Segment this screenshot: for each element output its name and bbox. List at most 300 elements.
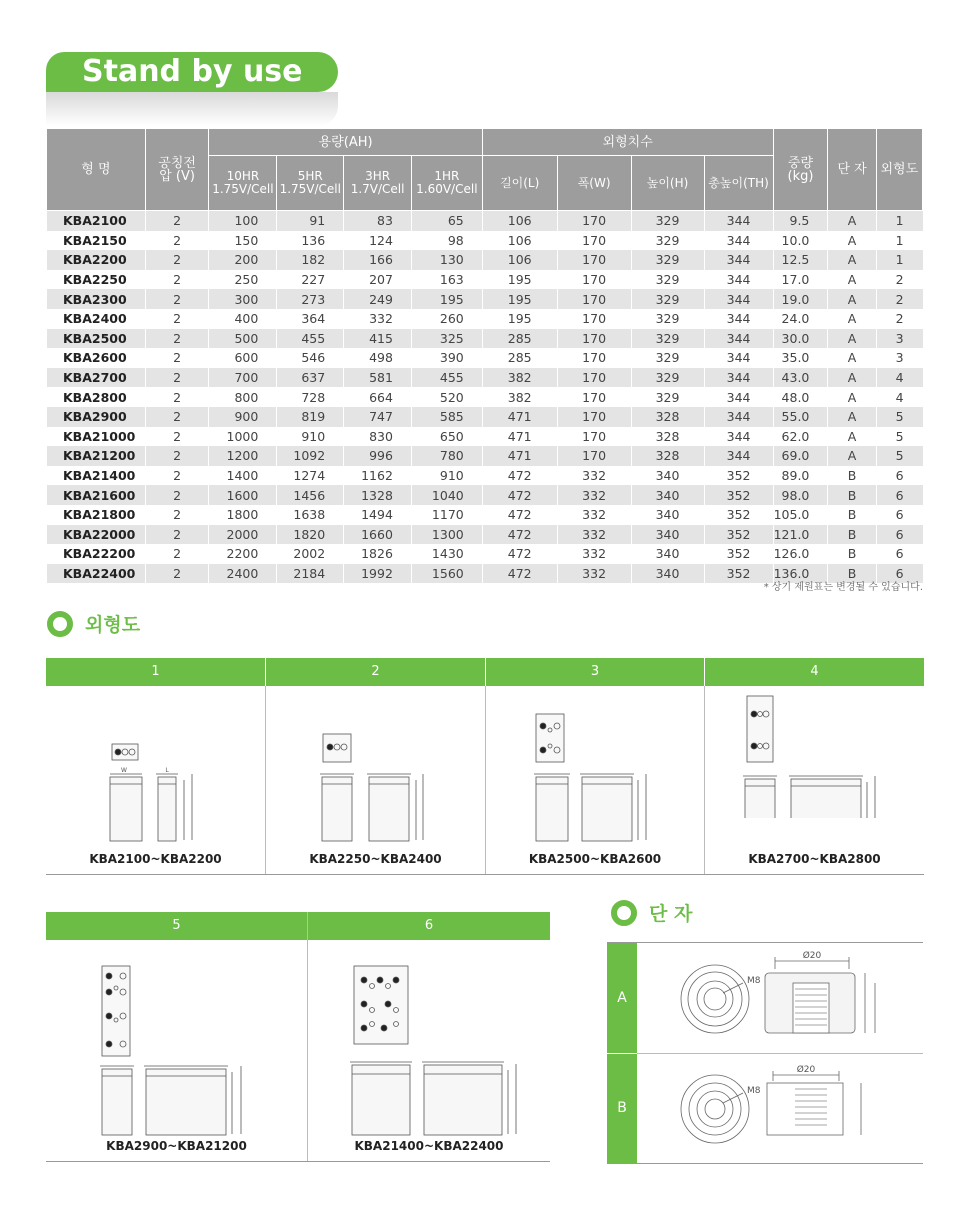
table-cell: B <box>828 466 876 486</box>
table-cell: 329 <box>631 231 704 251</box>
terminal-section-header <box>611 899 692 926</box>
page-title-banner <box>46 52 340 124</box>
table-cell: B <box>828 564 876 584</box>
table-cell: 329 <box>631 348 704 368</box>
terminal-drawing-a <box>643 947 923 1052</box>
table-cell: 340 <box>631 544 704 564</box>
table-row <box>47 505 923 525</box>
outline-caption: KBA2500~KBA2600 <box>528 852 662 866</box>
table-cell: 2400 <box>209 564 277 584</box>
table-cell: 1660 <box>344 525 412 545</box>
table-cell: 9.5 <box>773 211 828 231</box>
outline-caption: KBA2100~KBA2200 <box>89 852 222 866</box>
terminal-table <box>607 942 923 1164</box>
header-voltage: 공칭전압 (V) <box>145 129 209 211</box>
model-cell: KBA21600 <box>47 485 146 505</box>
table-cell: 344 <box>704 368 773 388</box>
table-cell: 471 <box>482 427 557 447</box>
table-cell: A <box>828 368 876 388</box>
table-cell: 2 <box>145 427 209 447</box>
table-cell: 344 <box>704 329 773 349</box>
outline-panel-6 <box>308 912 550 1161</box>
table-cell: A <box>828 407 876 427</box>
table-cell: 471 <box>482 446 557 466</box>
table-cell: 329 <box>631 368 704 388</box>
table-cell: 285 <box>482 348 557 368</box>
outline-drawing-4 <box>705 658 924 818</box>
table-cell: 69.0 <box>773 446 828 466</box>
table-cell: 390 <box>411 348 482 368</box>
table-cell: 300 <box>209 289 277 309</box>
table-cell: B <box>828 544 876 564</box>
table-cell: 600 <box>209 348 277 368</box>
table-cell: 182 <box>277 250 344 270</box>
table-cell: 170 <box>557 270 631 290</box>
table-cell: A <box>828 329 876 349</box>
table-row <box>47 525 923 545</box>
table-cell: 12.5 <box>773 250 828 270</box>
outline-panel-3 <box>486 658 704 874</box>
table-cell: 585 <box>411 407 482 427</box>
model-cell: KBA2200 <box>47 250 146 270</box>
model-cell: KBA2900 <box>47 407 146 427</box>
outline-panel-number: 6 <box>308 912 550 940</box>
table-cell: 2 <box>145 564 209 584</box>
divider <box>637 1053 923 1054</box>
table-cell: 195 <box>411 289 482 309</box>
table-cell: 1162 <box>344 466 412 486</box>
table-cell: 352 <box>704 564 773 584</box>
terminal-drawing-b <box>643 1057 923 1162</box>
table-cell: 332 <box>557 525 631 545</box>
table-row <box>47 329 923 349</box>
table-cell: 332 <box>557 485 631 505</box>
table-cell: 35.0 <box>773 348 828 368</box>
outline-panel-number: 3 <box>486 658 704 686</box>
outline-caption: KBA2250~KBA2400 <box>309 852 442 866</box>
outline-drawing-1 <box>46 690 265 850</box>
table-cell: 352 <box>704 525 773 545</box>
table-cell: 2 <box>145 211 209 231</box>
table-cell: 1274 <box>277 466 344 486</box>
table-cell: 1800 <box>209 505 277 525</box>
table-cell: 43.0 <box>773 368 828 388</box>
table-cell: 472 <box>482 525 557 545</box>
table-cell: 340 <box>631 485 704 505</box>
table-cell: 2 <box>145 348 209 368</box>
ring-icon <box>47 611 73 637</box>
table-cell: 1200 <box>209 446 277 466</box>
spec-table-body <box>47 211 923 584</box>
outline-panel-number: 1 <box>46 658 265 686</box>
table-cell: 195 <box>482 289 557 309</box>
table-cell: 19.0 <box>773 289 828 309</box>
table-cell: 332 <box>557 466 631 486</box>
outline-drawing-3 <box>486 690 704 850</box>
table-cell: 1400 <box>209 466 277 486</box>
table-row <box>47 270 923 290</box>
table-row <box>47 250 923 270</box>
table-cell: 400 <box>209 309 277 329</box>
table-cell: 455 <box>411 368 482 388</box>
outline-section-header <box>47 610 140 637</box>
outline-panel-number: 2 <box>266 658 485 686</box>
table-cell: 382 <box>482 368 557 388</box>
table-cell: 2 <box>145 289 209 309</box>
table-cell: 3 <box>876 348 922 368</box>
table-cell: 352 <box>704 544 773 564</box>
terminal-label-b: B <box>607 1054 637 1163</box>
table-cell: 332 <box>557 505 631 525</box>
dim-w: W <box>121 767 127 774</box>
table-cell: 250 <box>209 270 277 290</box>
table-row <box>47 466 923 486</box>
header-capacity: 용량(AH) <box>209 129 482 156</box>
table-cell: 471 <box>482 407 557 427</box>
header-model: 형 명 <box>47 129 146 211</box>
table-cell: 520 <box>411 387 482 407</box>
table-cell: 2002 <box>277 544 344 564</box>
table-row <box>47 309 923 329</box>
table-cell: 2 <box>145 387 209 407</box>
table-cell: 136.0 <box>773 564 828 584</box>
table-cell: 340 <box>631 525 704 545</box>
table-cell: 325 <box>411 329 482 349</box>
table-cell: A <box>828 348 876 368</box>
table-cell: 98.0 <box>773 485 828 505</box>
table-cell: 344 <box>704 211 773 231</box>
table-cell: 2 <box>145 544 209 564</box>
model-cell: KBA21400 <box>47 466 146 486</box>
table-cell: 581 <box>344 368 412 388</box>
table-cell: 136 <box>277 231 344 251</box>
table-cell: 780 <box>411 446 482 466</box>
table-cell: 130 <box>411 250 482 270</box>
table-cell: 2000 <box>209 525 277 545</box>
table-cell: 91 <box>277 211 344 231</box>
table-cell: 65 <box>411 211 482 231</box>
table-cell: 650 <box>411 427 482 447</box>
table-cell: 5 <box>876 427 922 447</box>
table-cell: 910 <box>277 427 344 447</box>
table-cell: 2 <box>145 231 209 251</box>
outline-panel-4 <box>705 658 924 874</box>
table-cell: 1170 <box>411 505 482 525</box>
table-cell: 2 <box>876 309 922 329</box>
model-cell: KBA22200 <box>47 544 146 564</box>
table-cell: 329 <box>631 309 704 329</box>
terminal-label-a: A <box>607 943 637 1053</box>
table-cell: A <box>828 446 876 466</box>
table-cell: 273 <box>277 289 344 309</box>
model-cell: KBA2300 <box>47 289 146 309</box>
model-cell: KBA21800 <box>47 505 146 525</box>
table-cell: A <box>828 289 876 309</box>
table-cell: A <box>828 211 876 231</box>
table-cell: 30.0 <box>773 329 828 349</box>
table-cell: 830 <box>344 427 412 447</box>
ring-icon <box>611 900 637 926</box>
table-cell: 170 <box>557 289 631 309</box>
header-cap-10hr: 10HR 1.75V/Cell <box>209 156 277 211</box>
table-cell: 1992 <box>344 564 412 584</box>
table-cell: 170 <box>557 368 631 388</box>
table-cell: 1430 <box>411 544 482 564</box>
table-cell: 472 <box>482 485 557 505</box>
table-cell: 48.0 <box>773 387 828 407</box>
table-cell: 260 <box>411 309 482 329</box>
table-row <box>47 387 923 407</box>
table-row <box>47 446 923 466</box>
header-dimensions: 외형치수 <box>482 129 773 156</box>
table-cell: 6 <box>876 544 922 564</box>
table-cell: B <box>828 525 876 545</box>
table-cell: 340 <box>631 466 704 486</box>
model-cell: KBA2150 <box>47 231 146 251</box>
table-cell: 170 <box>557 387 631 407</box>
outline-drawing-2 <box>266 690 485 850</box>
table-cell: 2 <box>145 270 209 290</box>
table-cell: 910 <box>411 466 482 486</box>
table-cell: 352 <box>704 505 773 525</box>
diameter-label: Ø20 <box>796 1065 816 1075</box>
table-row <box>47 368 923 388</box>
table-cell: 10.0 <box>773 231 828 251</box>
table-cell: 150 <box>209 231 277 251</box>
table-cell: 344 <box>704 407 773 427</box>
table-cell: 106 <box>482 250 557 270</box>
model-cell: KBA2600 <box>47 348 146 368</box>
table-cell: 3 <box>876 329 922 349</box>
table-cell: 207 <box>344 270 412 290</box>
table-cell: 6 <box>876 466 922 486</box>
table-cell: 329 <box>631 270 704 290</box>
table-cell: 1300 <box>411 525 482 545</box>
table-cell: 2 <box>145 485 209 505</box>
table-cell: 1040 <box>411 485 482 505</box>
table-cell: 62.0 <box>773 427 828 447</box>
table-cell: 1092 <box>277 446 344 466</box>
title-shadow <box>46 92 338 126</box>
table-cell: 170 <box>557 427 631 447</box>
table-cell: 344 <box>704 231 773 251</box>
table-cell: 83 <box>344 211 412 231</box>
table-cell: 55.0 <box>773 407 828 427</box>
bolt-label: M8 <box>747 1086 761 1096</box>
table-cell: 344 <box>704 309 773 329</box>
table-cell: A <box>828 250 876 270</box>
table-cell: A <box>828 270 876 290</box>
table-cell: 996 <box>344 446 412 466</box>
outline-drawing-6 <box>308 944 550 1159</box>
table-cell: 2 <box>145 407 209 427</box>
header-width: 폭(W) <box>557 156 631 211</box>
outline-panel-number: 5 <box>46 912 307 940</box>
table-cell: 344 <box>704 348 773 368</box>
table-cell: 6 <box>876 485 922 505</box>
table-cell: 195 <box>482 270 557 290</box>
outline-caption: KBA21400~KBA22400 <box>354 1139 504 1153</box>
table-cell: 455 <box>277 329 344 349</box>
table-cell: 728 <box>277 387 344 407</box>
table-cell: 1456 <box>277 485 344 505</box>
table-cell: A <box>828 387 876 407</box>
table-cell: 249 <box>344 289 412 309</box>
table-cell: 2 <box>145 329 209 349</box>
table-cell: 170 <box>557 231 631 251</box>
table-cell: 285 <box>482 329 557 349</box>
table-cell: 1820 <box>277 525 344 545</box>
header-total-height: 총높이(TH) <box>704 156 773 211</box>
table-cell: B <box>828 485 876 505</box>
table-cell: 344 <box>704 446 773 466</box>
outline-grid-bottom <box>46 912 550 1162</box>
table-cell: 546 <box>277 348 344 368</box>
outline-drawing-5 <box>46 944 307 1159</box>
model-cell: KBA21000 <box>47 427 146 447</box>
outline-grid-top <box>46 658 924 875</box>
table-cell: 227 <box>277 270 344 290</box>
table-cell: 2 <box>145 368 209 388</box>
table-cell: 1328 <box>344 485 412 505</box>
table-cell: 500 <box>209 329 277 349</box>
table-cell: 170 <box>557 309 631 329</box>
table-cell: 100 <box>209 211 277 231</box>
spec-table <box>46 128 923 583</box>
model-cell: KBA2400 <box>47 309 146 329</box>
model-cell: KBA22000 <box>47 525 146 545</box>
outline-panel-2 <box>266 658 485 874</box>
table-cell: 2 <box>145 250 209 270</box>
table-cell: B <box>828 505 876 525</box>
table-cell: A <box>828 231 876 251</box>
header-height: 높이(H) <box>631 156 704 211</box>
table-cell: 170 <box>557 446 631 466</box>
table-cell: 170 <box>557 407 631 427</box>
outline-panel-number: 4 <box>705 658 924 686</box>
table-cell: 328 <box>631 407 704 427</box>
table-cell: 344 <box>704 270 773 290</box>
table-cell: 819 <box>277 407 344 427</box>
table-cell: 17.0 <box>773 270 828 290</box>
table-cell: 900 <box>209 407 277 427</box>
table-cell: 1826 <box>344 544 412 564</box>
outline-section-title: 외형도 <box>85 614 141 636</box>
table-cell: 328 <box>631 427 704 447</box>
table-cell: 4 <box>876 368 922 388</box>
table-cell: 382 <box>482 387 557 407</box>
table-row <box>47 427 923 447</box>
table-cell: 166 <box>344 250 412 270</box>
table-row <box>47 485 923 505</box>
table-cell: 5 <box>876 446 922 466</box>
table-cell: 332 <box>344 309 412 329</box>
table-cell: 5 <box>876 407 922 427</box>
outline-panel-5 <box>46 912 307 1161</box>
model-cell: KBA2250 <box>47 270 146 290</box>
table-cell: 637 <box>277 368 344 388</box>
table-row <box>47 211 923 231</box>
table-cell: 329 <box>631 250 704 270</box>
model-cell: KBA2500 <box>47 329 146 349</box>
table-cell: 98 <box>411 231 482 251</box>
table-cell: 332 <box>557 544 631 564</box>
table-cell: 329 <box>631 329 704 349</box>
table-cell: 2 <box>145 466 209 486</box>
table-cell: 2 <box>876 289 922 309</box>
table-cell: 6 <box>876 525 922 545</box>
table-cell: 6 <box>876 564 922 584</box>
table-cell: 106 <box>482 231 557 251</box>
table-cell: 747 <box>344 407 412 427</box>
table-cell: 1 <box>876 250 922 270</box>
outline-caption: KBA2900~KBA21200 <box>106 1139 247 1153</box>
table-cell: 170 <box>557 329 631 349</box>
table-cell: 2184 <box>277 564 344 584</box>
table-cell: 105.0 <box>773 505 828 525</box>
table-cell: 664 <box>344 387 412 407</box>
table-cell: 6 <box>876 505 922 525</box>
table-cell: 344 <box>704 250 773 270</box>
header-cap-5hr: 5HR 1.75V/Cell <box>277 156 344 211</box>
table-cell: 124 <box>344 231 412 251</box>
table-cell: 1494 <box>344 505 412 525</box>
table-cell: 1638 <box>277 505 344 525</box>
table-cell: 332 <box>557 564 631 584</box>
table-cell: 344 <box>704 387 773 407</box>
spec-note: * 상기 제원표는 변경될 수 있습니다. <box>763 582 923 593</box>
page-title: Stand by use <box>46 52 338 92</box>
table-cell: 24.0 <box>773 309 828 329</box>
table-cell: 163 <box>411 270 482 290</box>
table-row <box>47 289 923 309</box>
table-cell: 2200 <box>209 544 277 564</box>
table-cell: 472 <box>482 564 557 584</box>
model-cell: KBA22400 <box>47 564 146 584</box>
header-weight: 중량 (kg) <box>773 129 828 211</box>
table-cell: 2 <box>876 270 922 290</box>
table-cell: 344 <box>704 289 773 309</box>
table-cell: 170 <box>557 250 631 270</box>
table-cell: 472 <box>482 466 557 486</box>
table-row <box>47 544 923 564</box>
table-cell: 1 <box>876 211 922 231</box>
diameter-label: Ø20 <box>802 951 822 961</box>
header-terminal: 단 자 <box>828 129 876 211</box>
table-cell: 1560 <box>411 564 482 584</box>
header-cap-3hr: 3HR 1.7V/Cell <box>344 156 412 211</box>
table-cell: 415 <box>344 329 412 349</box>
table-cell: 700 <box>209 368 277 388</box>
table-cell: 329 <box>631 289 704 309</box>
table-cell: 4 <box>876 387 922 407</box>
table-cell: 800 <box>209 387 277 407</box>
table-cell: 472 <box>482 544 557 564</box>
header-outline: 외형도 <box>876 129 922 211</box>
table-cell: 2 <box>145 309 209 329</box>
table-cell: 340 <box>631 564 704 584</box>
table-row <box>47 348 923 368</box>
table-cell: 170 <box>557 348 631 368</box>
table-cell: 364 <box>277 309 344 329</box>
table-cell: 2 <box>145 505 209 525</box>
terminal-section-title: 단 자 <box>649 903 693 925</box>
table-cell: 498 <box>344 348 412 368</box>
table-cell: 89.0 <box>773 466 828 486</box>
model-cell: KBA21200 <box>47 446 146 466</box>
table-cell: A <box>828 427 876 447</box>
table-cell: A <box>828 309 876 329</box>
